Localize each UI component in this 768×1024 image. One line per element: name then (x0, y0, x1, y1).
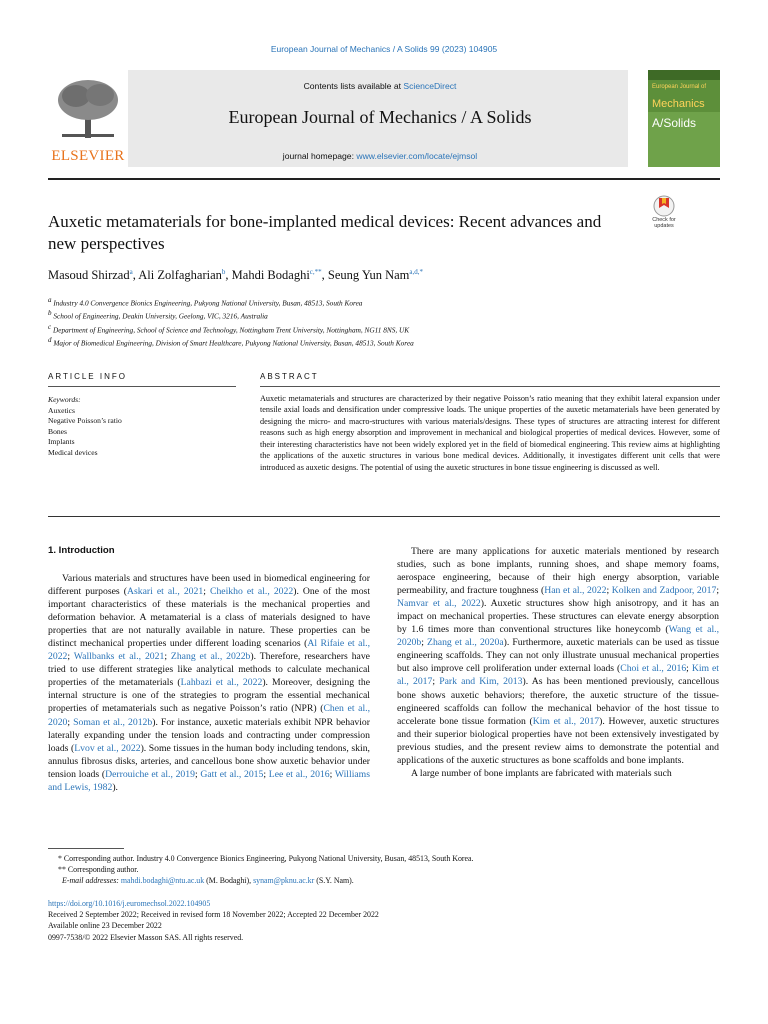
citation-link[interactable]: Cheikho et al., 2022 (209, 586, 294, 598)
citation-link[interactable]: Zhang et al., 2020a (427, 637, 504, 649)
cover-line3: A/Solids (652, 116, 697, 130)
keywords-label: Keywords: (48, 395, 81, 404)
email-link[interactable]: synam@pknu.ac.kr (253, 876, 315, 886)
affiliation (48, 308, 688, 321)
citation-link[interactable]: Derrouiche et al., 2019 (105, 768, 195, 780)
email-line (48, 875, 718, 886)
contents-prefix: Contents lists available at (303, 81, 404, 91)
affiliation-mark: d (48, 336, 52, 345)
body-text: ; (421, 637, 428, 649)
body-text: ). Furthermore, auxetic materials can be used as tissue engineering scaffolds. They can not only illustrate unusual mechanical properties but also improve cell proliferation under external loads ( (397, 637, 719, 675)
elsevier-tree-icon (54, 76, 122, 140)
author-list: Masoud Shirzad$^a$, Ali Zolfagharian$^b$, Mahdi Bodaghi$^{c,**}$, Seung Yun Nam$^{a,d,*}$ (48, 268, 423, 283)
author-sup[interactable]: a,d,* (409, 268, 423, 276)
citation-link[interactable]: Soman et al., 2012b (73, 716, 153, 728)
article-info-rule (48, 386, 236, 387)
body-text: ; (67, 716, 74, 728)
body-text: ). Moreover, designing the internal structure is one of the strategies to program the essential mechanical properties of metamaterials such as negative Poisson’s ratio (NPR) ( (48, 677, 370, 715)
cover-band (648, 70, 720, 80)
citation-link[interactable]: Al Rifaie et al., 2022 (48, 638, 371, 663)
body-text: ). Auxetic structures show high anisotropy, and it has an impact on mechanical properties. These structures can elevate energy absorption by 1.6 times more than conventional structures like honeycomb ( (397, 598, 720, 636)
contents-line (140, 81, 620, 91)
intro-paragraph (397, 545, 719, 767)
journal-cover[interactable] (648, 70, 720, 167)
body-text: ; (203, 586, 210, 598)
elsevier-wordmark: ELSEVIER (51, 148, 125, 164)
body-text: ; (716, 585, 720, 597)
check-updates-line1: Check for (652, 217, 676, 223)
check-updates-line2: updates (654, 223, 674, 229)
citation-link[interactable]: Han et al., 2022 (544, 585, 607, 597)
citation-link[interactable]: Chen et al., 2020 (48, 703, 370, 728)
citation-link[interactable]: Kolken and Zadpoor, 2017 (611, 585, 717, 597)
author-sup[interactable]: b (221, 268, 226, 276)
corresponding-author-1: * Corresponding author. Industry 4.0 Convergence Bionics Engineering, Pukyong National University, Busan, 48513, South Korea. (58, 854, 474, 863)
homepage-prefix: journal homepage: (282, 151, 357, 161)
citation-link[interactable]: Wang et al., 2020b (397, 624, 719, 649)
affiliations (48, 295, 688, 349)
affiliation (48, 295, 688, 308)
body-text: ; (164, 651, 171, 663)
homepage-line (140, 151, 620, 161)
elsevier-logo[interactable] (48, 70, 128, 167)
affiliation-mark: a (48, 296, 52, 304)
keyword: Implants (48, 437, 75, 446)
email-label: E-mail addresses: (62, 876, 121, 886)
intro-paragraph (48, 572, 370, 794)
abstract-heading: ABSTRACT (260, 372, 319, 381)
body-text: ). Therefore, researchers have tried to use different strategies like analytical methods to calculate mechanical properties of the metamaterials ( (48, 651, 370, 689)
citation-link[interactable]: Lvov et al., 2022 (74, 742, 141, 754)
intro-paragraph: A large number of bone implants are fabricated with materials such (411, 767, 672, 779)
affiliation-text: Department of Engineering, School of Science and Technology, Nottingham Trent University, Nottingham, NG11 8NS, UK (52, 325, 410, 335)
citation-link[interactable]: Zhang et al., 2022b (170, 651, 251, 663)
author-name[interactable]: Ali Zolfagharian (138, 268, 222, 283)
body-text: ). Some tissues in the human body including tendons, skin, annulus fibrosus disks, arteries, and cancellous bone show auxetic behavior under tension loads ( (48, 742, 370, 780)
author-name[interactable]: Mahdi Bodaghi (231, 268, 310, 283)
body-text: ; (686, 663, 692, 675)
body-text: ). One of the most important characteristics of these materials is the mechanical properties and deformation behavior. A metamaterial is a class of materials designed to have properties that are not naturally available in nature. These properties can be distinct mechanical properties under different loading scenarios ( (48, 586, 371, 650)
body-text: ). As has been mentioned previously, cancellous bone shows auxetic behaviors; therefore, the auxetic structure of the tissue-engineered scaffolds can follow the mechanical behavior of the host tissue to accelerate bone tissue formation ( (397, 676, 719, 727)
homepage-link[interactable]: www.elsevier.com/locate/ejmsol (356, 151, 478, 161)
journal-title: European Journal of Mechanics / A Solids (228, 107, 532, 127)
affiliation (48, 322, 688, 335)
keyword: Bones (48, 426, 67, 436)
sciencedirect-link[interactable]: ScienceDirect (403, 81, 457, 91)
affiliation-mark: c (48, 322, 52, 331)
cover-line1: European Journal of (652, 84, 707, 90)
author-sup[interactable]: c,** (309, 268, 322, 276)
body-text: ). For instance, auxetic materials exhibit NPR behavior laterally expanding under the tension loads and contracting under compression loads ( (48, 716, 370, 754)
citation-link[interactable]: Lee et al., 2016 (268, 768, 330, 780)
author-name[interactable]: Seung Yun Nam (327, 268, 410, 283)
citation-link[interactable]: Park and Kim, 2013 (439, 676, 523, 688)
received-dates: Received 2 September 2022; Received in revised form 18 November 2022; Accepted 22 December 2022 (48, 910, 379, 920)
publication-info (48, 898, 718, 943)
footnotes (48, 853, 718, 887)
body-text: There are many applications for auxetic materials mentioned by research studies, such as bone implants, running shoes, and shape memory foams, aerospace engineering, because of their high energy absorption, variable permeability, and fracture toughness ( (397, 546, 719, 597)
abstract-rule (260, 386, 720, 387)
intro-right-column (397, 545, 719, 780)
body-text: ; (67, 651, 74, 663)
citation-link[interactable]: Kim et al., 2017 (532, 715, 600, 727)
affiliation (48, 335, 688, 348)
intro-left-column (48, 572, 370, 794)
body-text: ; (194, 768, 201, 780)
check-updates-icon (653, 195, 675, 217)
body-text: ; (263, 768, 269, 780)
intro-heading: 1. Introduction (48, 545, 115, 556)
affiliation-text: Major of Biomedical Engineering, Division of Smart Healthcare, Pukyong National University, Busan, 48513, South Korea (53, 338, 414, 348)
body-text: ). (112, 781, 118, 793)
citation-link[interactable]: Namvar et al., 2022 (397, 598, 481, 610)
citation-link[interactable]: Askari et al., 2021 (126, 586, 204, 598)
footnote-rule (48, 848, 124, 849)
check-for-updates-badge[interactable] (646, 195, 682, 229)
abstract-end-rule (48, 516, 720, 517)
affiliation-text: Industry 4.0 Convergence Bionics Engineering, Pukyong National University, Busan, 48513, South Korea (53, 298, 363, 308)
citation-link[interactable]: Williams and Lewis, 1982 (48, 768, 370, 793)
citation-link[interactable]: Wallbanks et al., 2021 (73, 651, 165, 663)
citation-link[interactable]: Kim et al., 2017 (397, 663, 719, 688)
online-date: Available online 23 December 2022 (48, 921, 162, 931)
article-info-heading: ARTICLE INFO (48, 372, 127, 381)
author-sup[interactable]: a (129, 268, 133, 276)
email-owner: (M. Bodaghi), (204, 876, 254, 886)
header-rule (48, 178, 720, 180)
author-name[interactable]: Masoud Shirzad (48, 268, 130, 283)
cover-line2: Mechanics (652, 98, 705, 110)
article-title: Auxetic metamaterials for bone-implanted medical devices: Recent advances and new perspectives (48, 212, 602, 253)
email-link[interactable]: mahdi.bodaghi@ntu.ac.uk (120, 876, 205, 886)
email-owner: (S.Y. Nam). (314, 876, 354, 886)
citation-link[interactable]: Gatt et al., 2015 (200, 768, 264, 780)
body-text: ; (432, 676, 440, 688)
abstract-text: Auxetic metamaterials and structures are characterized by their negative Poisson’s ratio meaning that they exhibit lateral expansion under tensile axial loads and densification under compressive loads. The unique properties of the auxetic metamaterials have been generated by designing the micro- and macro-structures with various materials/designs. These types of structures are attracting interest for different reasons such as high energy absorption and improvement in mechanical and biological properties of medical devices. However, some of their interesting characteristics have not been widely explored yet in the field of biomedical engineering. This review aims at highlighting the applications of the auxetic structures in various bone medical devices. Additionally, it investigates different unit cells that were introduced as auxetic designs. The potential of using the auxetic structures in bone tissue engineering is discussed as well. (260, 394, 720, 472)
corresponding-author-2: ** Corresponding author. (58, 865, 139, 875)
keyword: Negative Poisson’s ratio (48, 416, 122, 425)
body-text: ; (329, 768, 335, 780)
body-text: ; (606, 585, 612, 597)
keywords-block (48, 395, 228, 458)
keyword: Auxetics (48, 405, 75, 415)
copyright: 0997-7538/© 2022 Elsevier Masson SAS. All rights reserved. (48, 932, 244, 942)
citation-link[interactable]: Lahbazi et al., 2022 (180, 677, 263, 689)
keyword: Medical devices (48, 447, 98, 457)
body-text: Various materials and structures have been used in biomedical engineering for different purposes ( (48, 573, 370, 598)
body-text: ). However, auxetic structures and their superior biological properties have not been extensively investigated by previous studies, and the present review aims to demonstrate the potential and applications of the auxetic structures as bone scaffolds and bone implants. (397, 715, 719, 766)
affiliation-mark: b (48, 309, 52, 318)
journal-citation[interactable]: European Journal of Mechanics / A Solids 99 (2023) 104905 (270, 44, 498, 54)
affiliation-text: School of Engineering, Deakin University, Geelong, VIC, 3216, Australia (53, 311, 268, 321)
citation-link[interactable]: Choi et al., 2016 (620, 663, 687, 675)
doi-link[interactable]: https://doi.org/10.1016/j.euromechsol.2022.104905 (48, 899, 211, 908)
